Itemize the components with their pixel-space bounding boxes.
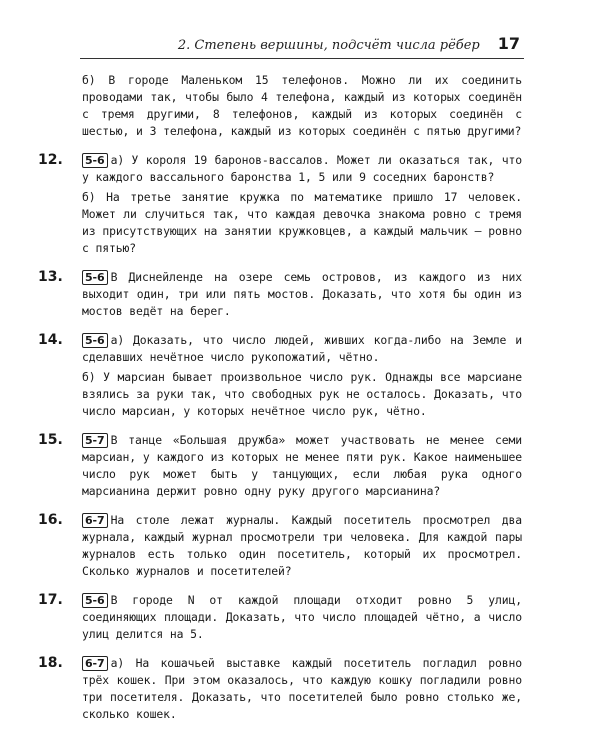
problem-text: а) У короля 19 баронов-вассалов. Может ли оказаться так, что у каждого вассального баронства 1, 5 или 9 соседних баронств? (82, 153, 522, 184)
header-rule (80, 58, 524, 59)
problem-16 (38, 512, 522, 580)
difficulty-badge: 5-6 (82, 593, 108, 608)
problem-paragraph (82, 269, 522, 320)
difficulty-badge: 6-7 (82, 656, 108, 671)
problem-text: В танце «Большая дружба» может участвовать не менее семи марсиан, у каждого из которых не менее пяти рук. Какое наименьшее число рук может быть у танцующих, если любая рука одного марсианина держит ровно одну руку другого марсианина? (82, 433, 522, 498)
difficulty-badge: 5-6 (82, 333, 108, 348)
page-number: 17 (497, 34, 520, 53)
problem-text: а) На кошачьей выставке каждый посетитель погладил ровно трёх кошек. При этом оказалось, что каждую кошку погладили ровно три посетителя. Доказать, что посетителей было ровно столько же, сколько кошек. (82, 656, 522, 721)
problem-number: 13. (38, 269, 63, 285)
problem-paragraph (82, 332, 522, 366)
problem-number: 15. (38, 432, 63, 448)
problem-12 (38, 152, 522, 257)
problem-17 (38, 592, 522, 643)
problem-number: 16. (38, 512, 63, 528)
difficulty-badge: 6-7 (82, 513, 108, 528)
problem-13 (38, 269, 522, 320)
problem-paragraph: б) На третье занятие кружка по математике пришло 17 человек. Может ли случиться так, что каждая девочка знакома ровно с тремя из присутствующих на занятии кружковцев, а каждый мальчик — ровно с пятью? (82, 190, 522, 255)
problem-text: На столе лежат журналы. Каждый посетитель просмотрел два журнала, каждый журнал просмотрели три человека. Для каждой пары журналов есть только один посетитель, который их просмотрел. Сколько журналов и посетителей? (82, 513, 522, 578)
difficulty-badge: 5-6 (82, 270, 108, 285)
problem-14 (38, 332, 522, 420)
problem-paragraph: б) В городе Маленьком 15 телефонов. Можно ли их соединить проводами так, чтобы было 4 телефона, каждый из которых соединён с тремя другими, 8 телефонов, каждый из которых соединён с шестью, и 3 телефона, каждый из которых соединён с пятью другими? (82, 73, 522, 138)
problem-15 (38, 432, 522, 500)
problem-18 (38, 655, 522, 723)
problem-paragraph (82, 432, 522, 500)
problem-paragraph: б) У марсиан бывает произвольное число рук. Однажды все марсиане взялись за руки так, что свободных рук не осталось. Доказать, что число марсиан, у которых нечётное число рук, чётно. (82, 370, 522, 418)
running-title: 2. Степень вершины, подсчёт числа рёбер (177, 38, 480, 53)
problem-number: 12. (38, 152, 63, 168)
problem-number: 18. (38, 655, 63, 671)
problem-text: а) Доказать, что число людей, живших когда-либо на Земле и сделавших нечётное число рукопожатий, чётно. (82, 333, 522, 364)
problem-paragraph (82, 655, 522, 723)
problem-text: В городе N от каждой площади отходит ровно 5 улиц, соединяющих площади. Доказать, что число площадей чётно, а число улиц делится на 5. (82, 593, 522, 641)
problem-number: 17. (38, 592, 63, 608)
problem-paragraph (82, 152, 522, 186)
problem-paragraph (82, 592, 522, 643)
problem-11-continued (82, 72, 522, 140)
problem-number: 14. (38, 332, 63, 348)
difficulty-badge: 5-6 (82, 153, 108, 168)
problem-text: В Диснейленде на озере семь островов, из каждого из них выходит один, три или пять мостов. Доказать, что хотя бы один из мостов ведёт на берег. (82, 270, 522, 318)
problem-paragraph (82, 512, 522, 580)
problems-list (38, 72, 522, 735)
difficulty-badge: 5-7 (82, 433, 108, 448)
page-header (80, 34, 520, 56)
